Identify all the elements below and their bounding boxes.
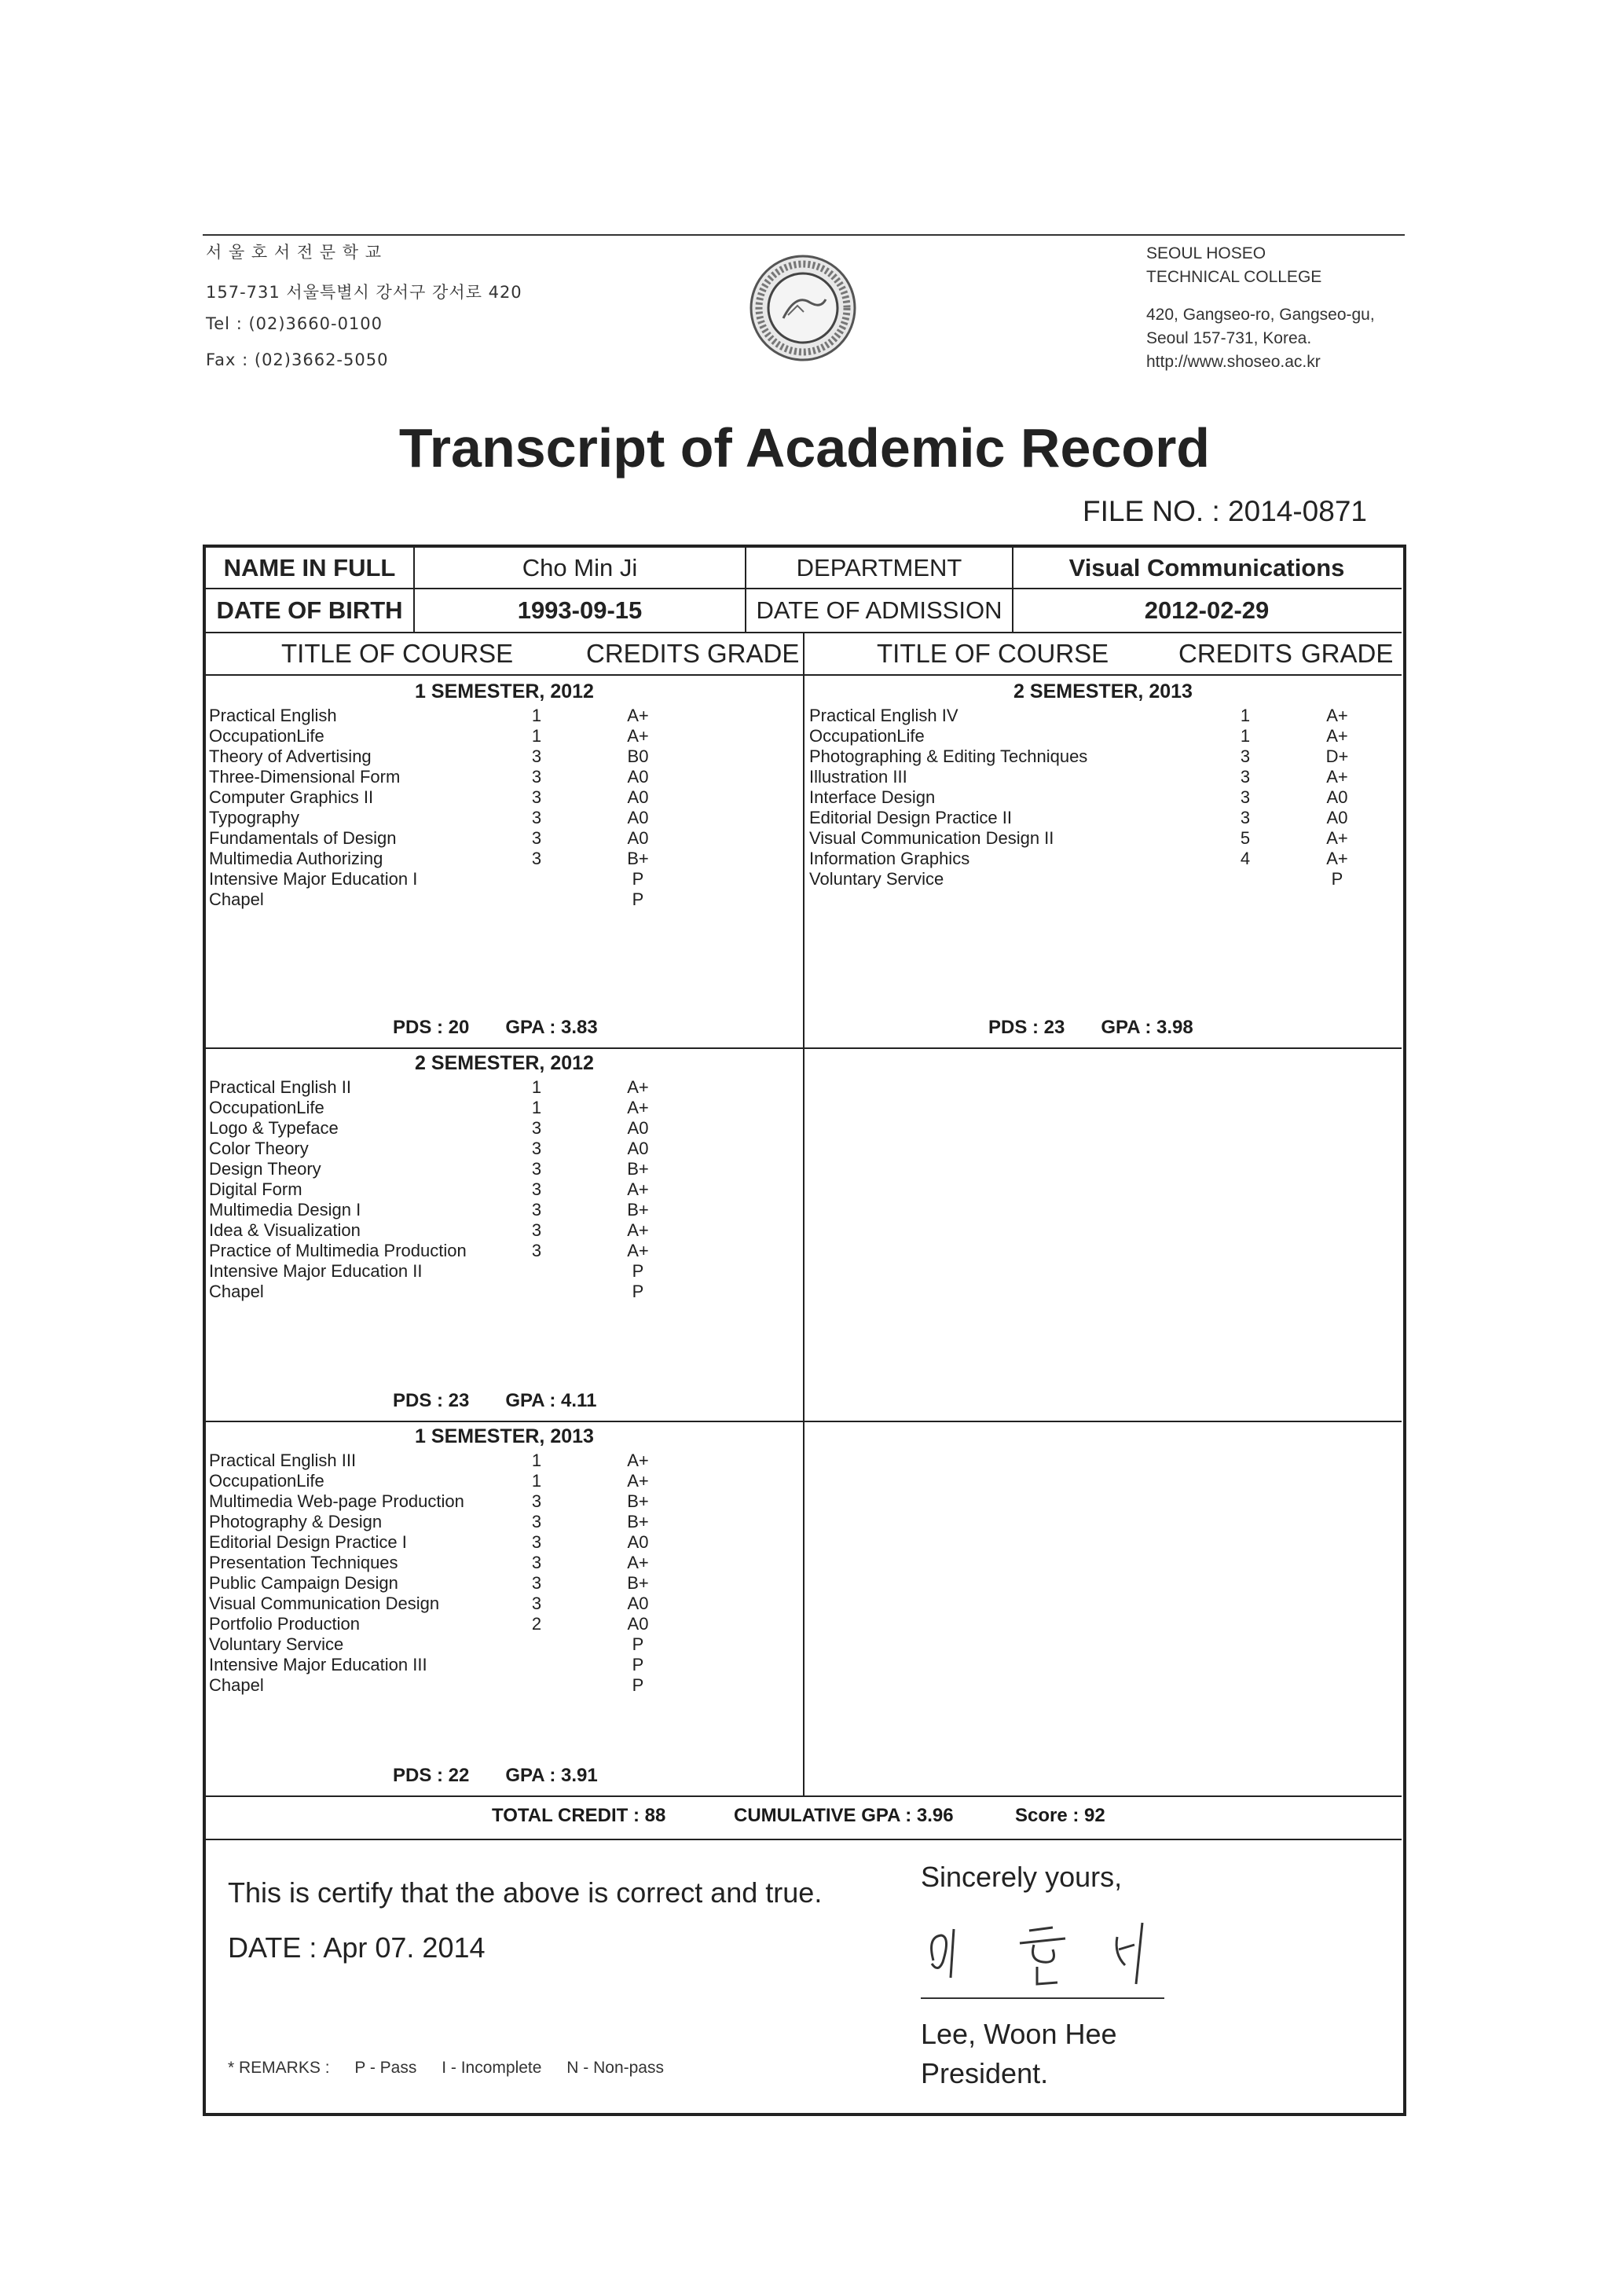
course-name: Illustration III <box>809 767 907 787</box>
course-row <box>209 1179 806 1200</box>
course-name: Design Theory <box>209 1159 321 1179</box>
course-credits: 3 <box>531 1532 542 1552</box>
course-row <box>209 828 806 849</box>
course-name: Multimedia Authorizing <box>209 849 383 868</box>
course-row <box>209 746 806 767</box>
course-name: Intensive Major Education I <box>209 869 418 889</box>
course-row <box>209 1573 806 1594</box>
course-row <box>809 869 1403 889</box>
course-row <box>209 767 806 787</box>
semester-title: 2 SEMESTER, 2013 <box>1013 680 1193 702</box>
course-name: Practical English II <box>209 1077 351 1097</box>
course-name: Editorial Design Practice II <box>809 808 1012 827</box>
course-row <box>809 706 1403 726</box>
course-row <box>809 808 1403 828</box>
course-grade: A+ <box>627 1471 649 1491</box>
course-name: Chapel <box>209 1675 264 1695</box>
course-credits: 3 <box>1240 787 1251 807</box>
semester-title: 1 SEMESTER, 2013 <box>415 1425 594 1447</box>
course-name: Presentation Techniques <box>209 1553 398 1572</box>
course-name: Interface Design <box>809 787 936 807</box>
course-row <box>209 869 806 889</box>
course-row <box>209 1594 806 1614</box>
course-credits: 3 <box>531 1241 542 1260</box>
remarks-pass: P - Pass <box>354 2059 417 2077</box>
semester-summary <box>988 1017 1230 1039</box>
course-name: Visual Communication Design <box>209 1594 440 1613</box>
semester-title: 2 SEMESTER, 2012 <box>415 1052 594 1074</box>
course-grade: P <box>632 1261 644 1281</box>
course-name: Three-Dimensional Form <box>209 767 401 787</box>
course-credits: 1 <box>531 1451 542 1470</box>
course-row <box>209 1200 806 1220</box>
dob-label: DATE OF BIRTH <box>216 596 403 624</box>
course-grade: A+ <box>627 726 649 746</box>
course-grade: A0 <box>627 1532 649 1552</box>
course-grade: P <box>632 1634 644 1654</box>
school-name-english-2: TECHNICAL COLLEGE <box>1146 268 1322 286</box>
course-row <box>209 1261 806 1282</box>
course-grade: B+ <box>627 1573 649 1593</box>
course-row <box>809 746 1403 767</box>
course-credits: 1 <box>531 1471 542 1491</box>
course-credits: 3 <box>531 787 542 807</box>
course-grade: A+ <box>1326 767 1348 787</box>
course-row <box>209 1282 806 1302</box>
semester-summary <box>393 1765 634 1787</box>
course-grade: P <box>632 1655 644 1674</box>
semester-pds: PDS : 23 <box>393 1390 470 1411</box>
semester-gpa: GPA : 3.98 <box>1101 1017 1193 1038</box>
course-credits: 3 <box>531 746 542 766</box>
course-grade: A+ <box>627 1077 649 1097</box>
course-row <box>209 1655 806 1675</box>
course-credits: 3 <box>531 1118 542 1138</box>
course-name: Color Theory <box>209 1139 309 1158</box>
course-grade: B0 <box>627 746 649 766</box>
president-signature <box>919 1905 1171 2000</box>
total-credit: TOTAL CREDIT : 88 <box>492 1805 666 1826</box>
course-credits: 4 <box>1240 849 1251 868</box>
course-grade: A+ <box>627 1451 649 1470</box>
course-grade: P <box>1331 869 1343 889</box>
course-name: Digital Form <box>209 1179 302 1199</box>
course-name: Computer Graphics II <box>209 787 374 807</box>
course-row <box>209 1241 806 1261</box>
course-name: Practical English IV <box>809 706 958 725</box>
course-row <box>209 1118 806 1139</box>
column-course-left: TITLE OF COURSE <box>281 639 514 668</box>
file-number: FILE NO. : 2014-0871 <box>1083 495 1367 527</box>
course-row <box>209 1220 806 1241</box>
column-credits-right: CREDITS <box>1178 639 1292 668</box>
course-name: Theory of Advertising <box>209 746 372 766</box>
course-credits: 2 <box>531 1614 542 1634</box>
semester-title: 1 SEMESTER, 2012 <box>415 680 594 702</box>
course-credits: 3 <box>531 767 542 787</box>
course-row <box>209 1098 806 1118</box>
semester-divider <box>204 1421 1402 1422</box>
column-credits-left: CREDITS <box>586 639 700 668</box>
course-credits: 3 <box>1240 767 1251 787</box>
course-grade: A0 <box>627 1614 649 1634</box>
course-row <box>209 1532 806 1553</box>
course-grade: B+ <box>627 1491 649 1511</box>
course-grade: A0 <box>627 1118 649 1138</box>
course-grade: A+ <box>627 706 649 725</box>
certification-date: DATE : Apr 07. 2014 <box>228 1931 486 1964</box>
course-grade: A+ <box>1326 849 1348 868</box>
course-grade: A0 <box>627 808 649 827</box>
course-grade: A+ <box>1326 706 1348 725</box>
course-name: Portfolio Production <box>209 1614 360 1634</box>
course-grade: P <box>632 869 644 889</box>
course-name: Voluntary Service <box>809 869 944 889</box>
course-row <box>209 1675 806 1696</box>
course-row <box>209 889 806 910</box>
course-grade: A0 <box>627 1139 649 1158</box>
course-credits: 3 <box>531 1491 542 1511</box>
semester-divider <box>204 1047 1402 1049</box>
course-credits: 3 <box>531 1594 542 1613</box>
course-name: OccupationLife <box>209 726 324 746</box>
course-credits: 3 <box>531 828 542 848</box>
course-row <box>209 808 806 828</box>
course-name: Practical English <box>209 706 337 725</box>
school-seal-icon <box>749 254 857 362</box>
semester-gpa: GPA : 3.83 <box>505 1017 598 1038</box>
course-row <box>209 1634 806 1655</box>
school-address-english-1: 420, Gangseo-ro, Gangseo-gu, <box>1146 306 1375 324</box>
course-grade: A+ <box>627 1553 649 1572</box>
signer-name: Lee, Woon Hee <box>921 2018 1117 2050</box>
semester-summary <box>393 1017 634 1039</box>
course-grade: A+ <box>627 1220 649 1240</box>
course-row <box>809 767 1403 787</box>
cumulative-gpa: CUMULATIVE GPA : 3.96 <box>734 1805 954 1826</box>
course-row <box>209 1512 806 1532</box>
course-name: Typography <box>209 808 299 827</box>
document-title: Transcript of Academic Record <box>398 417 1211 479</box>
course-row <box>209 1491 806 1512</box>
semester-block <box>806 679 1400 1047</box>
column-grade-left: GRADE <box>707 639 800 668</box>
course-credits: 3 <box>531 808 542 827</box>
course-row <box>209 849 806 869</box>
course-credits: 3 <box>531 849 542 868</box>
course-name: Intensive Major Education III <box>209 1655 427 1674</box>
course-row <box>209 1451 806 1471</box>
course-credits: 3 <box>531 1179 542 1199</box>
school-address-english-2: Seoul 157-731, Korea. <box>1146 329 1312 347</box>
admission-label: DATE OF ADMISSION <box>756 596 1002 624</box>
semester-block <box>206 1424 803 1795</box>
course-credits: 1 <box>1240 706 1251 725</box>
course-grade: A+ <box>1326 828 1348 848</box>
date-of-birth: 1993-09-15 <box>517 596 643 624</box>
remarks-incomplete: I - Incomplete <box>442 2059 542 2077</box>
course-grade: A+ <box>1326 726 1348 746</box>
school-website: http://www.shoseo.ac.kr <box>1146 353 1321 371</box>
info-row-divider <box>204 588 1402 589</box>
school-tel: Tel : (02)3660-0100 <box>206 314 383 333</box>
course-name: OccupationLife <box>209 1471 324 1491</box>
course-grade: D+ <box>1325 746 1349 766</box>
course-grade: A+ <box>627 1179 649 1199</box>
course-credits: 3 <box>531 1220 542 1240</box>
remarks <box>228 2059 684 2078</box>
course-name: Fundamentals of Design <box>209 828 397 848</box>
course-credits: 1 <box>531 726 542 746</box>
course-grade: A+ <box>627 1241 649 1260</box>
semester-block <box>206 1051 803 1420</box>
course-row <box>209 726 806 746</box>
course-grade: B+ <box>627 1159 649 1179</box>
course-name: Logo & Typeface <box>209 1118 339 1138</box>
course-credits: 3 <box>531 1159 542 1179</box>
remarks-nonpass: N - Non-pass <box>566 2059 664 2077</box>
course-grade: A0 <box>627 767 649 787</box>
course-row <box>209 1553 806 1573</box>
course-row <box>209 1471 806 1491</box>
course-name: Information Graphics <box>809 849 970 868</box>
student-name: Cho Min Ji <box>522 554 638 581</box>
name-label: NAME IN FULL <box>223 554 396 581</box>
semester-pds: PDS : 22 <box>393 1765 470 1786</box>
course-grade: A0 <box>627 787 649 807</box>
column-course-right: TITLE OF COURSE <box>877 639 1109 668</box>
course-credits: 3 <box>1240 808 1251 827</box>
course-row <box>809 726 1403 746</box>
score: Score : 92 <box>1015 1805 1105 1826</box>
course-credits: 3 <box>531 1139 542 1158</box>
course-credits: 3 <box>1240 746 1251 766</box>
course-grade: P <box>632 1675 644 1695</box>
course-credits: 3 <box>531 1553 542 1572</box>
course-name: Public Campaign Design <box>209 1573 398 1593</box>
course-name: Intensive Major Education II <box>209 1261 423 1281</box>
course-credits: 1 <box>531 1098 542 1117</box>
course-grade: B+ <box>627 1200 649 1220</box>
course-row <box>209 1614 806 1634</box>
remarks-label: * REMARKS : <box>228 2059 330 2077</box>
course-credits: 1 <box>531 706 542 725</box>
school-name-english-1: SEOUL HOSEO <box>1146 244 1266 262</box>
course-grade: P <box>632 1282 644 1301</box>
signer-title: President. <box>921 2057 1049 2089</box>
course-name: Practical English III <box>209 1451 357 1470</box>
course-row <box>809 787 1403 808</box>
course-name: Chapel <box>209 1282 264 1301</box>
course-row <box>809 828 1403 849</box>
course-row <box>209 1077 806 1098</box>
semester-block <box>206 679 803 1047</box>
course-grade: B+ <box>627 849 649 868</box>
course-row <box>209 1159 806 1179</box>
course-credits: 5 <box>1240 828 1251 848</box>
semester-gpa: GPA : 4.11 <box>505 1390 597 1411</box>
certification-statement: This is certify that the above is correct and true. <box>228 1876 823 1909</box>
course-grade: A0 <box>627 828 649 848</box>
course-credits: 1 <box>531 1077 542 1097</box>
course-credits: 3 <box>531 1573 542 1593</box>
course-grade: A+ <box>627 1098 649 1117</box>
course-name: Photography & Design <box>209 1512 383 1531</box>
course-name: Photographing & Editing Techniques <box>809 746 1088 766</box>
school-fax: Fax : (02)3662-5050 <box>206 350 389 369</box>
course-name: Voluntary Service <box>209 1634 344 1654</box>
course-name: Visual Communication Design II <box>809 828 1054 848</box>
department-value: Visual Communications <box>1068 554 1345 581</box>
school-name-korean: 서 울 호 서 전 문 학 교 <box>206 243 383 262</box>
course-name: Multimedia Design I <box>209 1200 361 1220</box>
semester-gpa: GPA : 3.91 <box>505 1765 598 1786</box>
course-name: Chapel <box>209 889 264 909</box>
semester-pds: PDS : 20 <box>393 1017 470 1038</box>
totals-divider <box>204 1839 1402 1840</box>
letterhead-rule <box>203 234 1405 236</box>
date-of-admission: 2012-02-29 <box>1144 596 1270 624</box>
course-name: Multimedia Web-page Production <box>209 1491 464 1511</box>
course-row <box>209 787 806 808</box>
semester-pds: PDS : 23 <box>988 1017 1065 1038</box>
school-address-korean: 157-731 서울특별시 강서구 강서로 420 <box>206 283 522 302</box>
column-grade-right: GRADE <box>1301 639 1394 668</box>
course-credits: 1 <box>1240 726 1251 746</box>
course-row <box>209 1139 806 1159</box>
course-name: Idea & Visualization <box>209 1220 361 1240</box>
semester-divider <box>204 1795 1402 1797</box>
course-grade: A0 <box>627 1594 649 1613</box>
course-grade: B+ <box>627 1512 649 1531</box>
course-credits: 3 <box>531 1200 542 1220</box>
department-label: DEPARTMENT <box>796 554 962 581</box>
course-name: OccupationLife <box>209 1098 324 1117</box>
course-row <box>809 849 1403 869</box>
course-credits: 3 <box>531 1512 542 1531</box>
course-name: Practice of Multimedia Production <box>209 1241 467 1260</box>
course-grade: P <box>632 889 644 909</box>
course-grade: A0 <box>1326 808 1348 827</box>
course-name: Editorial Design Practice I <box>209 1532 407 1552</box>
semester-summary <box>393 1390 632 1412</box>
closing: Sincerely yours, <box>921 1861 1123 1893</box>
course-grade: A0 <box>1326 787 1348 807</box>
course-row <box>209 706 806 726</box>
course-name: OccupationLife <box>809 726 925 746</box>
